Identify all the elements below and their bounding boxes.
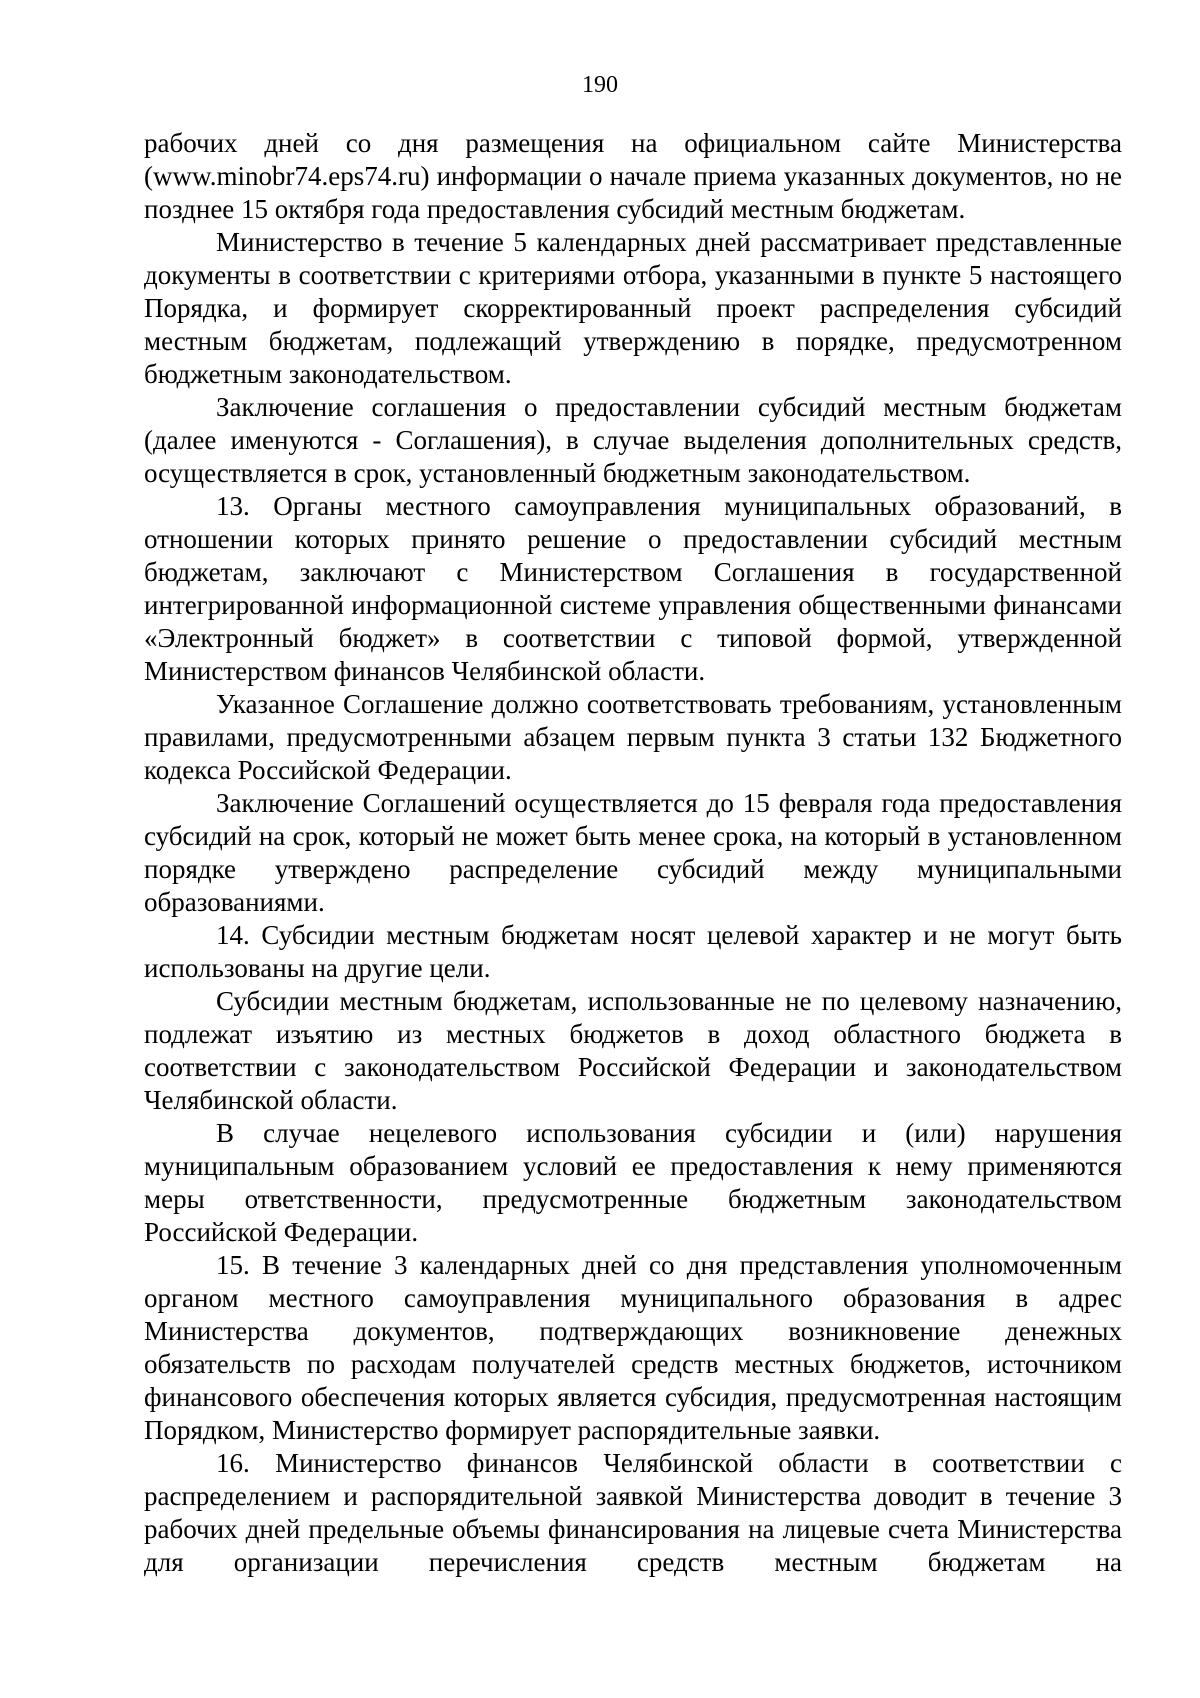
paragraph-section-16: 16. Министерство финансов Челябинской области в соответствии с распределением и распорядительной заявкой Министерства доводит в течение 3 рабочих дней предельные объемы финансирования на лицевые счета Министерства для организации перечисления средств местным бюджетам на xyxy=(144,1448,1122,1577)
page-number: 190 xyxy=(582,72,618,98)
paragraph-agreement-deadline: Заключение Соглашений осуществляется до 15 февраля года предоставления субсидий на срок, который не может быть менее срока, на который в установленном порядке утверждено распределение субсидий между муниципальными образованиями. xyxy=(144,788,1122,917)
paragraph-ministry-review: Министерство в течение 5 календарных дней рассматривает представленные документы в соответствии с критериями отбора, указанными в пункте 5 настоящего Порядка, и формирует скорректированный проект распределения субсидий местным бюджетам, подлежащий утверждению в порядке, предусмотренном бюджетным законодательством. xyxy=(144,227,1122,389)
paragraph-section-14: 14. Субсидии местным бюджетам носят целевой характер и не могут быть использованы на другие цели. xyxy=(144,920,1122,983)
paragraph-agreement-requirements: Указанное Соглашение должно соответствовать требованиям, установленным правилами, предусмотренными абзацем первым пункта 3 статьи 132 Бюджетного кодекса Российской Федерации. xyxy=(144,689,1122,785)
paragraph-section-15: 15. В течение 3 календарных дней со дня представления уполномоченным органом местного самоуправления муниципального образования в адрес Министерства документов, подтверждающих возникновение денежных обязательств по расходам получателей средств местных бюджетов, источником финансового обеспечения которых является субсидия, предусмотренная настоящим Порядком, Министерство формирует распорядительные заявки. xyxy=(144,1250,1122,1445)
paragraph-agreement-conclusion: Заключение соглашения о предоставлении субсидий местным бюджетам (далее именуются - Соглашения), в случае выделения дополнительных средств, осуществляется в срок, установленный бюджетным законодательством. xyxy=(144,392,1122,488)
paragraph-misuse-withdrawal: Субсидии местным бюджетам, использованные не по целевому назначению, подлежат изъятию из местных бюджетов в доход областного бюджета в соответствии с законодательством Российской Федерации и законодательством Челябинской области. xyxy=(144,986,1122,1115)
paragraph-continuation: рабочих дней со дня размещения на официальном сайте Министерства (www.minobr74.eps74.ru) информации о начале приема указанных документов, но не позднее 15 октября года предоставления субсидий местным бюджетам. xyxy=(144,128,1122,224)
document-body xyxy=(144,127,1122,1579)
paragraph-section-13: 13. Органы местного самоуправления муниципальных образований, в отношении которых принято решение о предоставлении субсидий местным бюджетам, заключают с Министерством Соглашения в государственной интегрированной информационной системе управления общественными финансами «Электронный бюджет» в соответствии с типовой формой, утвержденной Министерством финансов Челябинской области. xyxy=(144,491,1122,686)
paragraph-responsibility-measures: В случае нецелевого использования субсидии и (или) нарушения муниципальным образованием условий ее предоставления к нему применяются меры ответственности, предусмотренные бюджетным законодательством Российской Федерации. xyxy=(144,1118,1122,1247)
